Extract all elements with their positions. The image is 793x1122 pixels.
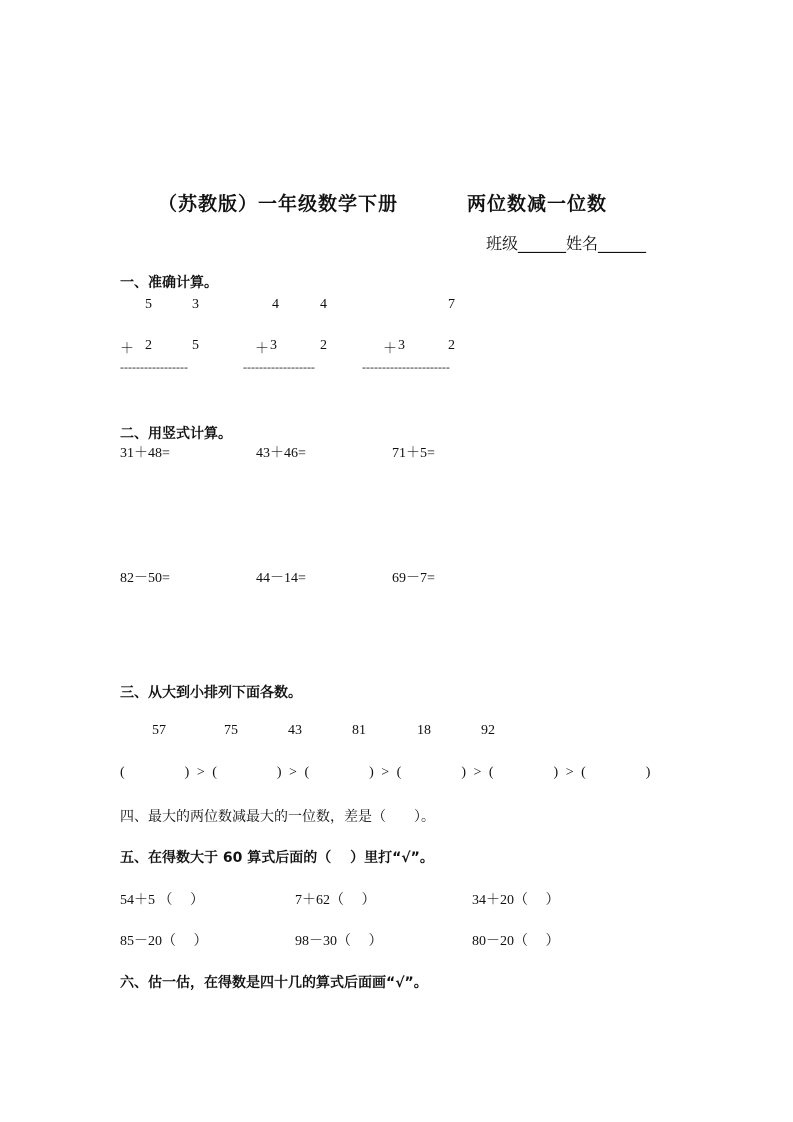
- s2-r2-1: 82－50=: [120, 571, 170, 586]
- s3-number-5: 18: [417, 723, 431, 738]
- s1-p2-bottom-1: 3: [270, 338, 277, 353]
- section4-question: 四、最大的两位数减最大的一位数，差是（ ）。: [120, 809, 435, 825]
- s5-r1-3[interactable]: 34＋20（ ）: [472, 893, 560, 908]
- s1-p3-bottom-2: 2: [448, 338, 455, 353]
- s1-p3-bottom-1: 3: [398, 338, 405, 353]
- s2-r2-2: 44－14=: [256, 571, 306, 586]
- s3-order-blanks[interactable]: ( ) > ( ) > ( ) > ( ) > ( ) > ( ): [120, 765, 651, 780]
- section2-heading: 二、用竖式计算。: [120, 426, 232, 442]
- s3-number-2: 75: [224, 723, 238, 738]
- s1-p1-top-1: 5: [145, 297, 152, 312]
- section1-heading: 一、准确计算。: [120, 275, 218, 291]
- s5-r2-3[interactable]: 80－20（ ）: [472, 934, 560, 949]
- s1-p1-bottom-1: 2: [145, 338, 152, 353]
- s1-p1-top-2: 3: [192, 297, 199, 312]
- s2-r2-3: 69－7=: [392, 571, 435, 586]
- page-title-left: （苏教版）一年级数学下册: [158, 193, 399, 215]
- s3-number-1: 57: [152, 723, 166, 738]
- s1-p2-bottom-2: 2: [320, 338, 327, 353]
- class-name-line: 班级______姓名______: [486, 234, 647, 253]
- s1-p1-bottom-2: 5: [192, 338, 199, 353]
- s5-r2-2[interactable]: 98－30（ ）: [295, 934, 383, 949]
- page-title-right: 两位数减一位数: [467, 193, 608, 215]
- s5-r1-1[interactable]: 54＋5 （ ）: [120, 893, 204, 908]
- s3-number-4: 81: [352, 723, 366, 738]
- s3-number-6: 92: [481, 723, 495, 738]
- section3-heading: 三、从大到小排列下面各数。: [120, 685, 302, 701]
- s1-p3-top-2: 7: [448, 297, 455, 312]
- s2-r1-3: 71＋5=: [392, 446, 435, 461]
- s1-p2-op: ＋: [255, 342, 269, 357]
- s2-r1-1: 31＋48=: [120, 446, 170, 461]
- section6-heading: 六、估一估，在得数是四十几的算式后面画“√”。: [120, 975, 428, 991]
- s1-p2-top-1: 4: [272, 297, 279, 312]
- section5-heading: 五、在得数大于 60 算式后面的（ ）里打“√”。: [120, 850, 434, 866]
- s5-r2-1[interactable]: 85－20（ ）: [120, 934, 208, 949]
- s1-p1-op: ＋: [120, 342, 134, 357]
- s2-r1-2: 43＋46=: [256, 446, 306, 461]
- s1-p3-rule: ----------------------: [362, 360, 450, 374]
- s3-number-3: 43: [288, 723, 302, 738]
- s1-p3-op: ＋: [383, 342, 397, 357]
- s1-p1-rule: -----------------: [120, 360, 188, 374]
- s1-p2-top-2: 4: [320, 297, 327, 312]
- s5-r1-2[interactable]: 7＋62（ ）: [295, 893, 376, 908]
- s1-p2-rule: ------------------: [243, 360, 315, 374]
